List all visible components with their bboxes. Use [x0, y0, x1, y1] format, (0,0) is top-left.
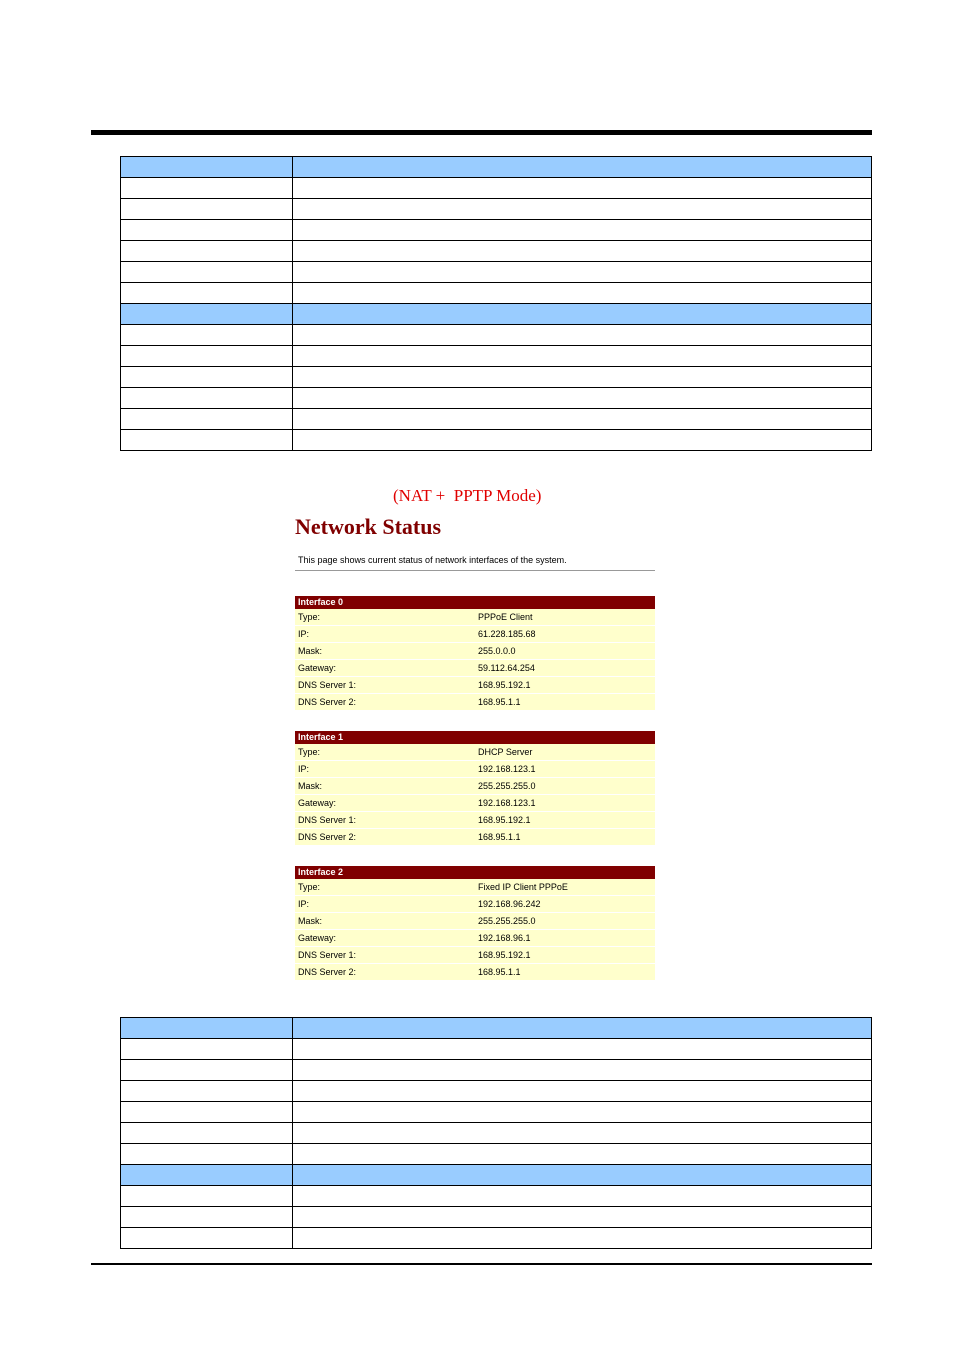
table-header-row — [121, 157, 872, 178]
table-row — [121, 1081, 872, 1102]
table-row — [121, 1186, 872, 1207]
field-value: 59.112.64.254 — [475, 660, 655, 677]
field-label: DNS Server 1: — [295, 677, 475, 694]
table-row — [121, 346, 872, 367]
field-label: DNS Server 1: — [295, 812, 475, 829]
table-row — [121, 1228, 872, 1249]
interface-header: Interface 2 — [295, 866, 655, 879]
field-label: Type: — [295, 609, 475, 626]
field-value: 168.95.1.1 — [475, 829, 655, 846]
field-label: IP: — [295, 761, 475, 778]
table-row — [295, 913, 655, 930]
field-value: 255.0.0.0 — [475, 643, 655, 660]
interface-header: Interface 1 — [295, 731, 655, 744]
table-row — [121, 220, 872, 241]
empty-table-top — [120, 156, 872, 451]
table-row — [121, 430, 872, 451]
table-row — [295, 947, 655, 964]
table-header-row — [121, 304, 872, 325]
field-value: 168.95.192.1 — [475, 947, 655, 964]
table-row — [295, 879, 655, 896]
table-row — [121, 283, 872, 304]
table-row — [121, 178, 872, 199]
figure-caption: (NAT + PPTP Mode) — [393, 486, 542, 505]
table-row — [295, 964, 655, 981]
field-label: Mask: — [295, 778, 475, 795]
field-label: DNS Server 2: — [295, 964, 475, 981]
field-value: 255.255.255.0 — [475, 778, 655, 795]
table-row — [295, 626, 655, 643]
table-row — [121, 199, 872, 220]
table-row — [295, 761, 655, 778]
field-value: PPPoE Client — [475, 609, 655, 626]
table-row — [121, 1144, 872, 1165]
field-value: 168.95.1.1 — [475, 694, 655, 711]
field-value: 255.255.255.0 — [475, 913, 655, 930]
table-header-row — [121, 1165, 872, 1186]
field-value: Fixed IP Client PPPoE — [475, 879, 655, 896]
interface-0-table — [295, 596, 655, 711]
table-row — [121, 241, 872, 262]
table-row — [121, 325, 872, 346]
field-value: 192.168.123.1 — [475, 795, 655, 812]
table-row — [295, 778, 655, 795]
table-row — [295, 609, 655, 626]
field-value: 168.95.192.1 — [475, 677, 655, 694]
table-row — [295, 677, 655, 694]
field-label: Type: — [295, 744, 475, 761]
field-label: DNS Server 1: — [295, 947, 475, 964]
empty-table-bottom — [120, 1017, 872, 1249]
bottom-rule — [91, 1263, 872, 1265]
field-value: 168.95.1.1 — [475, 964, 655, 981]
field-label: DNS Server 2: — [295, 694, 475, 711]
top-rule — [91, 130, 872, 135]
table-row — [121, 1123, 872, 1144]
table-row — [121, 367, 872, 388]
field-value: 192.168.96.1 — [475, 930, 655, 947]
table-row — [121, 1207, 872, 1228]
field-value: 168.95.192.1 — [475, 812, 655, 829]
field-value: 61.228.185.68 — [475, 626, 655, 643]
field-label: Mask: — [295, 913, 475, 930]
field-value: DHCP Server — [475, 744, 655, 761]
field-label: Type: — [295, 879, 475, 896]
field-label: IP: — [295, 626, 475, 643]
table-row — [121, 262, 872, 283]
table-row — [295, 643, 655, 660]
table-row — [295, 744, 655, 761]
field-label: Mask: — [295, 643, 475, 660]
table-row — [121, 388, 872, 409]
table-row — [295, 694, 655, 711]
table-row — [295, 660, 655, 677]
field-label: DNS Server 2: — [295, 829, 475, 846]
table-row — [295, 896, 655, 913]
field-label: Gateway: — [295, 930, 475, 947]
table-row — [121, 409, 872, 430]
field-value: 192.168.123.1 — [475, 761, 655, 778]
table-row — [295, 930, 655, 947]
interface-1-table — [295, 731, 655, 846]
divider — [295, 570, 655, 571]
table-row — [295, 829, 655, 846]
table-row — [295, 812, 655, 829]
table-row — [295, 795, 655, 812]
field-label: Gateway: — [295, 795, 475, 812]
page-description: This page shows current status of network interfaces of the system. — [298, 555, 567, 565]
table-row — [121, 1039, 872, 1060]
page-title: Network Status — [295, 514, 442, 539]
interface-2-table — [295, 866, 655, 981]
field-label: IP: — [295, 896, 475, 913]
field-label: Gateway: — [295, 660, 475, 677]
field-value: 192.168.96.242 — [475, 896, 655, 913]
network-status-panel — [295, 514, 657, 981]
table-row — [121, 1102, 872, 1123]
table-header-row — [121, 1018, 872, 1039]
interface-header: Interface 0 — [295, 596, 655, 609]
table-row — [121, 1060, 872, 1081]
